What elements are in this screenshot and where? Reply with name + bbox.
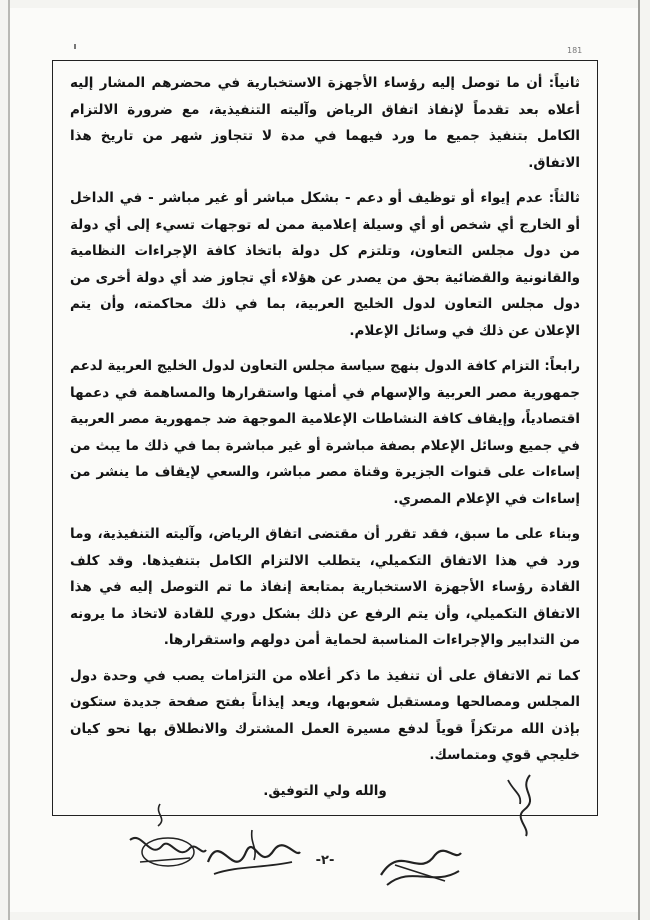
closing-line: والله ولي التوفيق. <box>263 782 387 799</box>
paragraph-agreement: كما تم الاتفاق على أن تنفيذ ما ذكر أعلاه من التزامات يصب في وحدة دول المجلس ومصالحها ومستقبل شعوبها، ويعد إيذاناً بفتح صفحة جديدة ستكون بإذن الله مرتكزاً قوياً لدفع مسيرة العمل المشترك والانطلاق بها نحو كيان خليجي قوي ومتماسك. <box>70 667 580 763</box>
margin-signature <box>500 770 550 840</box>
signature-center <box>200 822 305 892</box>
page-corner-mark: 181 <box>567 46 583 55</box>
paragraph-second: ثانياً: أن ما توصل إليه رؤساء الأجهزة الاستخبارية في محضرهم المشار إليه أعلاه بعد تقدماً لإنفاذ اتفاق الرياض وآليته التنفيذية، مع ضرورة الالتزام الكامل بتنفيذ جميع ما ورد فيهما في مدة لا تتجاوز شهر من تاريخ هذا الاتفاق. <box>70 75 580 171</box>
paragraph-fourth: رابعاً: التزام كافة الدول بنهج سياسة مجلس التعاون لدول الخليج العربية لدعم جمهورية مصر العربية والإسهام في أمنها واستقرارها والمساهمة في دعمها اقتصادياً، وإيقاف كافة النشاطات الإعلامية الموجهة ضد جمهورية مصر العربية في جميع وسائل الإعلام بصفة مباشرة أو غير مباشرة بما في ذلك ما يبث من إساءات على قنوات الجزيرة وقناة مصر مباشر، والسعي لإيقاف ما ينشر من إساءات في الإعلام المصري. <box>70 358 580 507</box>
scan-right-edge <box>638 0 640 920</box>
document-body <box>70 70 580 813</box>
page-number: -٢- <box>315 853 335 868</box>
signature-right <box>375 835 465 895</box>
paragraph-third: ثالثاً: عدم إيواء أو توظيف أو دعم - بشكل مباشر أو غير مباشر - في الداخل أو الخارج أي شخص أو أي وسيلة إعلامية ممن له توجهات تسيء إلى أي دولة من دول مجلس التعاون، وتلتزم كل دولة باتخاذ كافة الإجراءات النظامية والقانونية والقضائية بحق من يصدر عن هؤلاء أي تجاوز ضد أي دولة أخرى من دول مجلس التعاون لدول الخليج العربية، بما في ذلك محاكمته، وأن يتم الإعلان عن ذلك في وسائل الإعلام. <box>70 190 580 339</box>
paragraph-decision: وبناء على ما سبق، فقد تقرر أن مقتضى اتفاق الرياض، وآليته التنفيذية، وما ورد في هذا الاتفاق التكميلي، يتطلب الالتزام الكامل بتنفيذها. وقد كلف القادة رؤساء الأجهزة الاستخبارية بمتابعة إنفاذ ما تم التوصل إليه في هذا الاتفاق التكميلي، وأن يتم الرفع عن ذلك بشكل دوري للقادة لاتخاذ ما يرونه من التدابير والإجراءات المناسبة لحماية أمن دولهم واستقرارها. <box>70 526 580 648</box>
scan-tick-mark <box>74 44 76 49</box>
signature-left <box>120 800 210 875</box>
